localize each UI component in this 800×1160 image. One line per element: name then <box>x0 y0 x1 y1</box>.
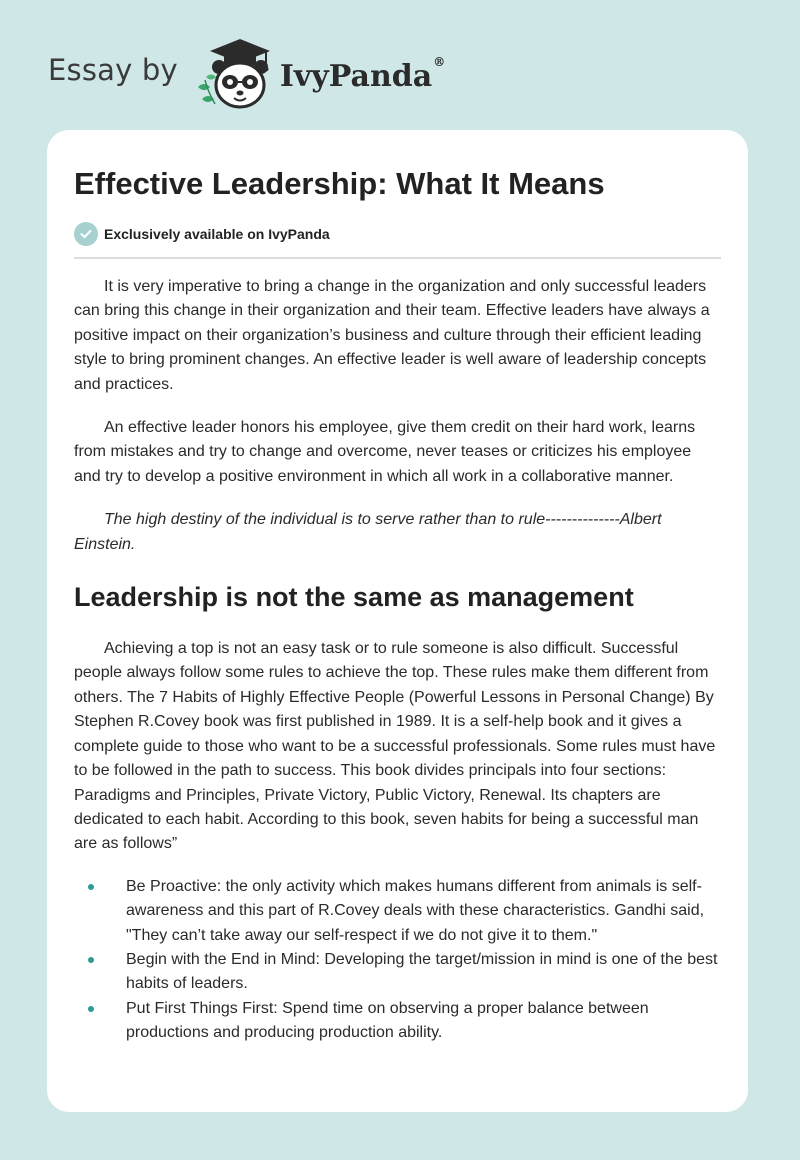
list-item: Put First Things First: Spend time on observing a proper balance between productions and producing production ability. <box>74 997 721 1046</box>
bullet-icon <box>88 957 94 963</box>
paragraph-intro: It is very imperative to bring a change in the organization and only successful leaders can bring this change in their organization and their team. Effective leaders have always a positive impact on their organization’s business and culture through their efficient leading style to bring prominent changes. An effective leader is well aware of leadership concepts and practices. <box>74 278 710 393</box>
exclusive-badge <box>74 221 721 247</box>
paragraph-seven-habits: Achieving a top is not an easy task or to rule someone is also difficult. Successful people always follow some rules to achieve the top. These rules make them different from others. The 7 Habits of Highly Effective People (Powerful Lessons in Personal Change) By Stephen R.Covey book was first published in 1989. It is a self-help book and it gives a complete guide to those who want to be a successful professionals. Some rules must have to be followed in the path to success. This book divides principals into four sections: Paradigms and Principles, Private Victory, Public Victory, Renewal. Its chapters are dedicated to each habit. According to this book, seven habits for being a successful man are as follows” <box>74 640 716 853</box>
paragraph-effective-leader: An effective leader honors his employee, give them credit on their hard work, learns from mistakes and try to change and overcome, never teases or criticizes his employee and try to develop a positive environment in which all work in a collaborative manner. <box>74 419 696 485</box>
habits-list <box>74 875 721 1046</box>
bullet-icon <box>88 884 94 890</box>
quote-einstein: The high destiny of the individual is to serve rather than to rule--------------Albert Einstein. <box>74 511 662 553</box>
brand-prefix: Essay by <box>48 53 178 87</box>
exclusive-label: Exclusively available on IvyPanda <box>104 226 330 242</box>
section-heading: Leadership is not the same as management <box>74 582 634 613</box>
brand-logo[interactable] <box>48 34 445 114</box>
bullet-icon <box>88 1006 94 1012</box>
check-circle-icon <box>74 222 98 246</box>
list-item: Begin with the End in Mind: Developing the target/mission in mind is one of the best habits of leaders. <box>74 948 721 997</box>
page-title: Effective Leadership: What It Means <box>74 166 605 201</box>
divider <box>74 257 721 259</box>
list-item: Be Proactive: the only activity which makes humans different from animals is self-awareness and this part of R.Covey deals with these characteristics. Gandhi said, "They can’t take away our self-respect if we do not give it to them." <box>74 875 721 948</box>
essay-card <box>47 130 748 1112</box>
panda-mascot-icon <box>192 35 274 113</box>
brand-name: IvyPanda® <box>279 54 446 94</box>
